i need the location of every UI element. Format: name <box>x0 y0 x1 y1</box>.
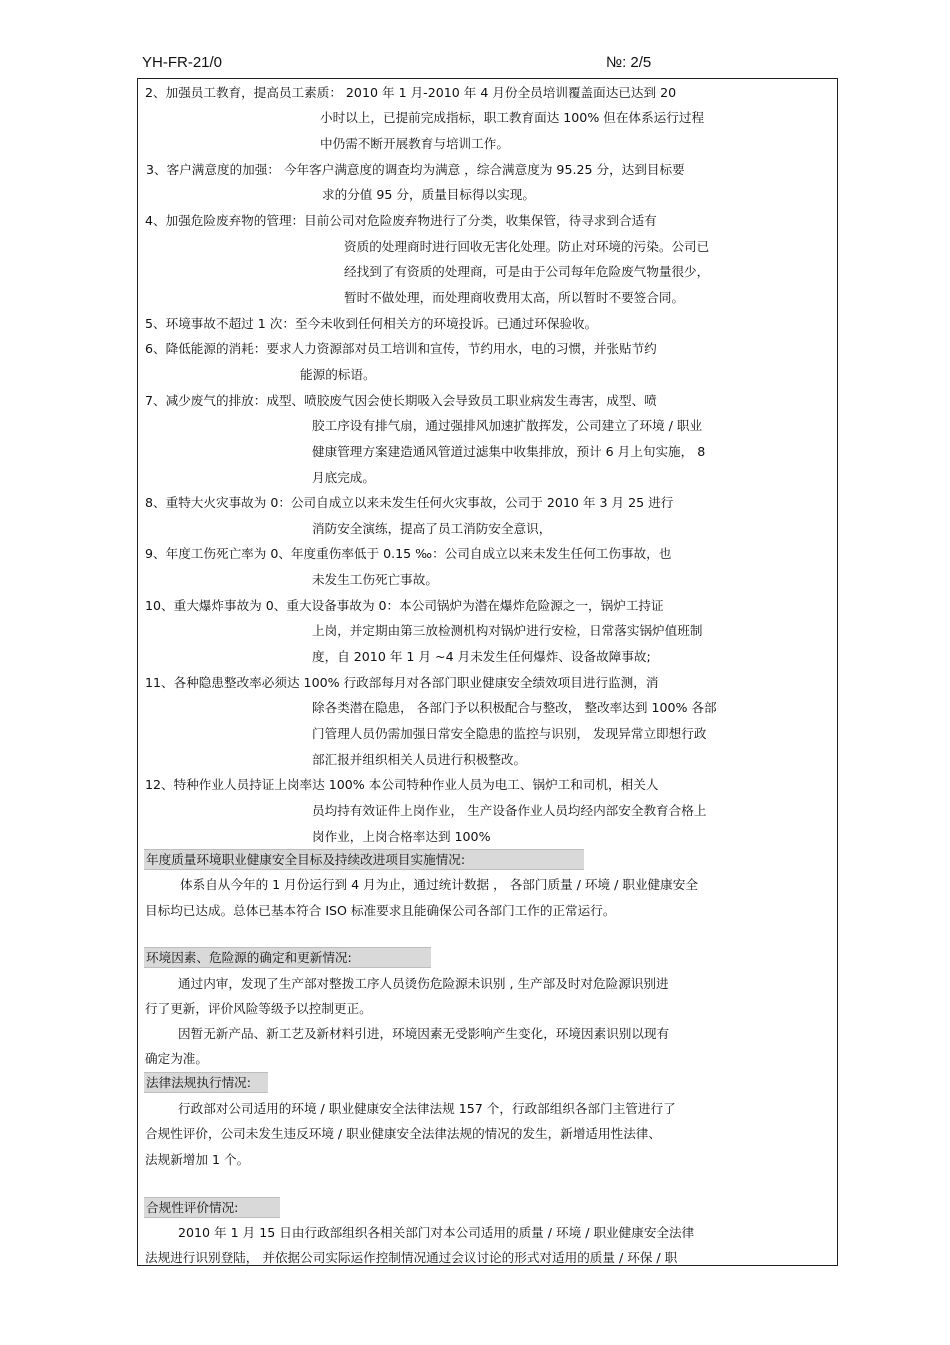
goal-6-line-1: 6、降低能源的消耗：要求人力资源部对员工培训和宣传，节约用水，电的习惯，并张贴节约 <box>145 341 657 356</box>
goal-7-line-3: 健康管理方案建造通风管道过滤集中收集排放，预计 6 月上旬实施， 8 <box>312 444 706 459</box>
goal-3-line-2: 求的分值 95 分，质量目标得以实现。 <box>322 187 535 202</box>
section-heading-laws: 法律法规执行情况: <box>146 1075 251 1090</box>
form-code: YH-FR-21/0 <box>142 54 223 71</box>
goal-4-line-1: 4、加强危险废弃物的管理：目前公司对危险废弃物进行了分类，收集保管，待寻求到合适有 <box>145 213 657 228</box>
goal-11-line-4: 部汇报并组织相关人员进行积极整改。 <box>312 752 527 767</box>
goal-12-line-2: 员均持有效证件上岗作业， 生产设备作业人员均经内部安全教育合格上 <box>312 803 707 818</box>
goal-9-line-1: 9、年度工伤死亡率为 0、年度重伤率低于 0.15 ‰：公司自成立以来未发生任何工伤事故，也 <box>145 546 672 561</box>
laws-line-2: 合规性评价，公司未发生违反环境 / 职业健康安全法律法规的情况的发生，新增适用性法律、 <box>145 1126 661 1141</box>
environment-factors-line-3: 因暂无新产品、新工艺及新材料引进，环境因素无受影响产生变化，环境因素识别以现有 <box>178 1026 670 1041</box>
laws-line-1: 行政部对公司适用的环境 / 职业健康安全法律法规 157 个，行政部组织各部门主管进行了 <box>178 1101 676 1116</box>
environment-factors-line-2: 行了更新，评价风险等级予以控制更正。 <box>145 1001 372 1016</box>
goal-2-line-3: 中仍需不断开展教育与培训工作。 <box>320 136 509 151</box>
compliance-line-1: 2010 年 1 月 15 日由行政部组织各相关部门对本公司适用的质量 / 环境 / 职业健康安全法律 <box>178 1225 695 1240</box>
goal-3-line-1: 3、客户满意度的加强： 今年客户满意度的调查均为满意 ，综合满意度为 95.25 分，达到目标要 <box>146 162 685 177</box>
goal-12-line-3: 岗作业，上岗合格率达到 100% <box>312 829 491 844</box>
goal-5-line-1: 5、环境事故不超过 1 次：至今未收到任何相关方的环境投诉。已通过环保验收。 <box>145 316 598 331</box>
goal-10-line-1: 10、重大爆炸事故为 0、重大设备事故为 0：本公司锅炉为潜在爆炸危险源之一，锅炉工持证 <box>145 598 664 613</box>
goal-12-line-1: 12、特种作业人员持证上岗率达 100% 本公司特种作业人员为电工、锅炉工和司机，相关人 <box>145 777 659 792</box>
page-number: №: 2/5 <box>606 54 652 71</box>
goal-11-line-3: 门管理人员仍需加强日常安全隐患的监控与识别， 发现异常立即想行政 <box>312 726 707 741</box>
goal-9-line-2: 未发生工伤死亡事故。 <box>312 572 438 587</box>
goal-8-line-1: 8、重特大火灾事故为 0：公司自成立以来未发生任何火灾事故，公司于 2010 年 3 月 25 进行 <box>145 495 674 510</box>
goal-7-line-2: 胶工序设有排气扇，通过强排风加速扩散挥发，公司建立了环境 / 职业 <box>312 418 703 433</box>
goal-4-line-2: 资质的处理商时进行回收无害化处理。防止对环境的污染。公司已 <box>344 239 710 254</box>
section-heading-environment-factors: 环境因素、危险源的确定和更新情况: <box>146 950 352 965</box>
section-heading-compliance: 合规性评价情况: <box>146 1200 239 1215</box>
section-heading-annual-goals: 年度质量环境职业健康安全目标及持续改进项目实施情况: <box>146 852 466 867</box>
goal-11-line-2: 除各类潜在隐患， 各部门予以积极配合与整改， 整改率达到 100% 各部 <box>312 700 717 715</box>
environment-factors-line-1: 通过内审，发现了生产部对整拨工序人员烫伤危险源未识别 , 生产部及时对危险源识别进 <box>178 976 669 991</box>
goal-10-line-3: 度，自 2010 年 1 月 ~4 月未发生任何爆炸、设备故障事故; <box>312 649 651 664</box>
annual-goals-line-2: 目标均已达成。总体已基本符合 ISO 标准要求且能确保公司各部门工作的正常运行。 <box>145 903 616 918</box>
goal-7-line-4: 月底完成。 <box>312 470 375 485</box>
goal-2-line-1: 2、加强员工教育，提高员工素质： 2010 年 1 月-2010 年 4 月份全员培训覆盖面达已达到 20 <box>145 85 677 100</box>
goal-2-line-2: 小时以上，已提前完成指标，职工教育面达 100% 但在体系运行过程 <box>320 110 705 125</box>
goal-7-line-1: 7、减少废气的排放：成型、喷胶废气因会使长期吸入会导致员工职业病发生毒害，成型、喷 <box>145 393 657 408</box>
goal-8-line-2: 消防安全演练，提高了员工消防安全意识， <box>312 521 552 536</box>
environment-factors-line-4: 确定为准。 <box>145 1051 208 1066</box>
goal-10-line-2: 上岗，并定期由第三放检测机构对锅炉进行安检，日常落实锅炉值班制 <box>312 623 703 638</box>
goal-6-line-2: 能源的标语。 <box>300 367 376 382</box>
laws-line-3: 法规新增加 1 个。 <box>145 1152 250 1167</box>
annual-goals-line-1: 体系自从今年的 1 月份运行到 4 月为止，通过统计数据 ， 各部门质量 / 环境 / 职业健康安全 <box>180 877 698 892</box>
goal-11-line-1: 11、各种隐患整改率必须达 100% 行政部每月对各部门职业健康安全绩效项目进行监测，消 <box>145 675 659 690</box>
compliance-line-2: 法规进行识别登陆， 并依据公司实际运作控制情况通过会议讨论的形式对适用的质量 / 环保 / 职 <box>145 1250 678 1265</box>
goal-4-line-3: 经找到了有资质的处理商，可是由于公司每年危险废气物量很少， <box>344 264 710 279</box>
goal-4-line-4: 暂时不做处理，而处理商收费用太高，所以暂时不要签合同。 <box>344 290 685 305</box>
